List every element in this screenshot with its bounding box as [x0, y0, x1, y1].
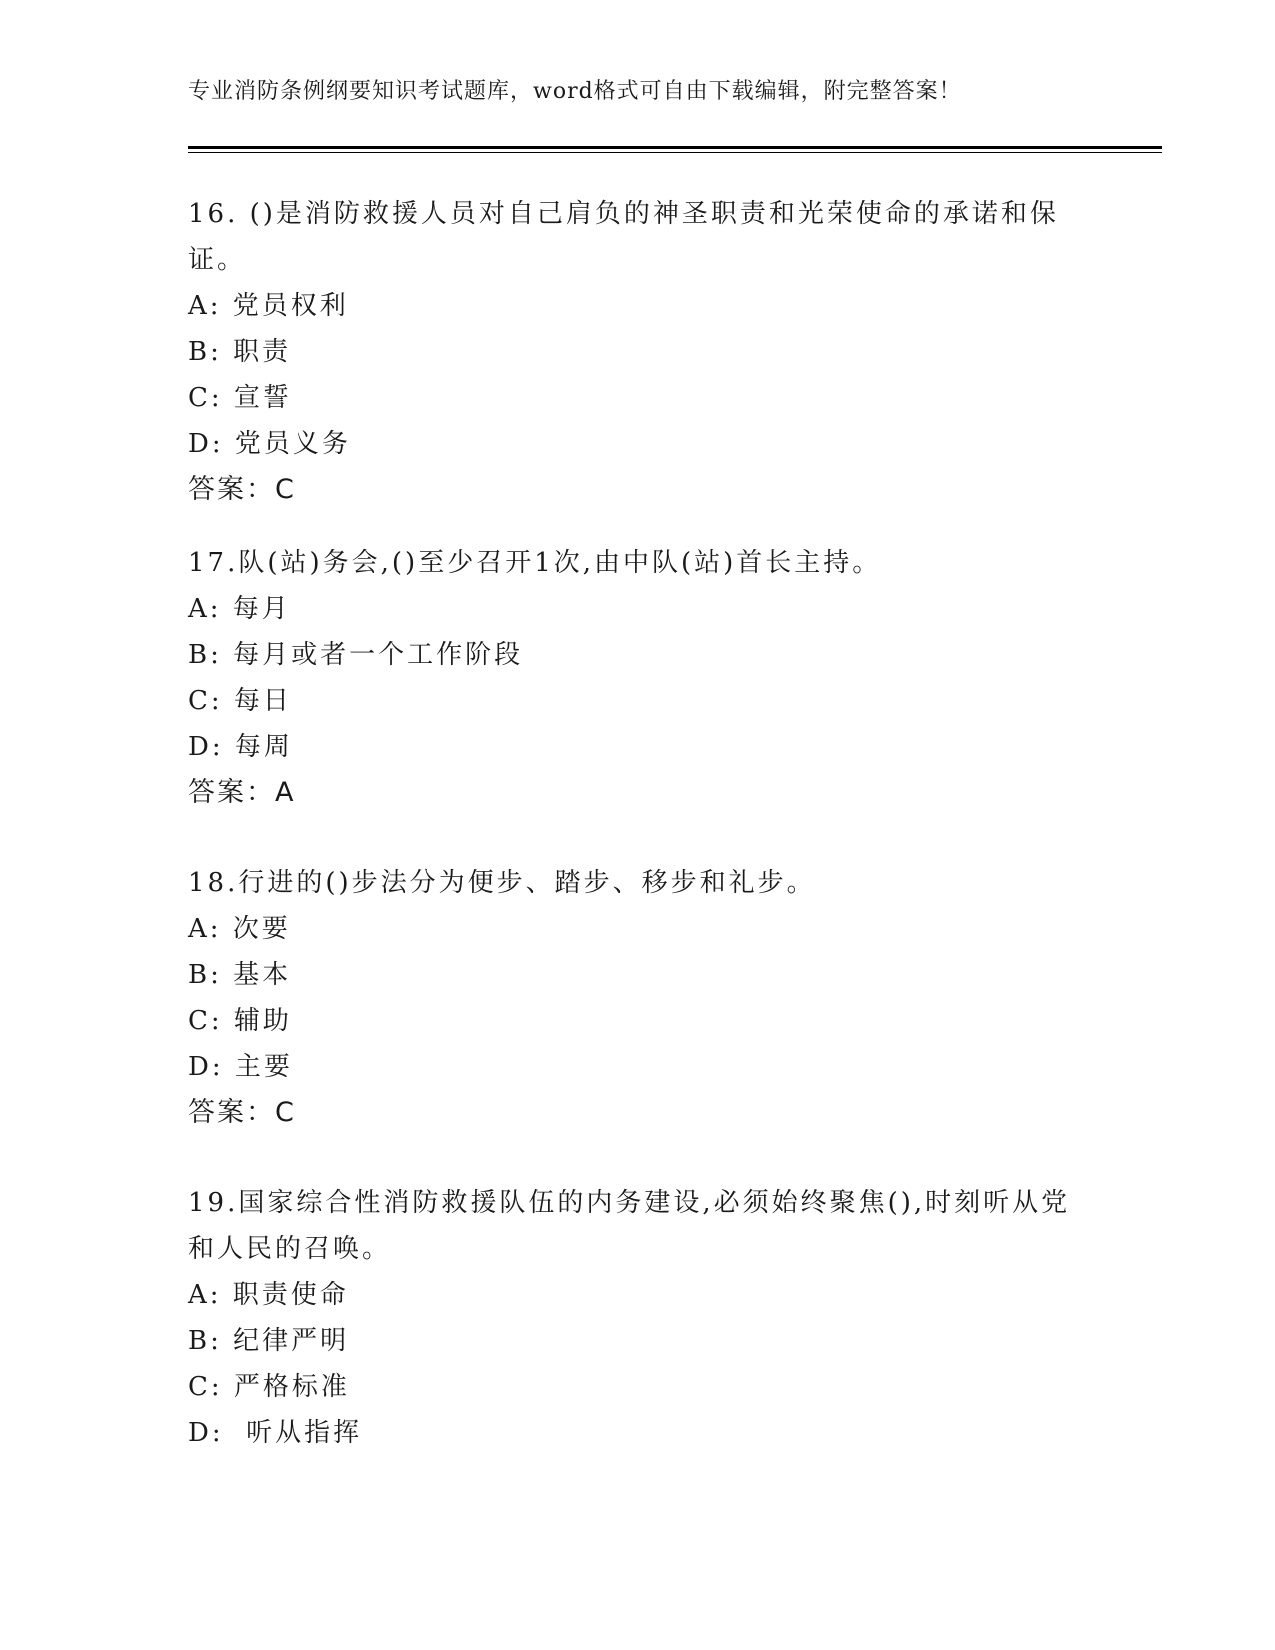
option-a: A: 党员权利 — [188, 291, 349, 321]
option-d: D: 每周 — [188, 732, 293, 762]
answer: 答案：C — [188, 1097, 296, 1128]
option-a: A: 职责使命 — [188, 1280, 349, 1310]
option-b: B: 基本 — [188, 960, 292, 990]
option-c: C: 宣誓 — [188, 383, 292, 413]
option-c: C: 辅助 — [188, 1006, 292, 1036]
option-c: C: 每日 — [188, 686, 292, 716]
question-16 — [188, 191, 1088, 513]
question-stem: 16. ()是消防救援人员对自己肩负的神圣职责和光荣使命的承诺和保 — [188, 199, 1059, 229]
answer: 答案：A — [188, 777, 296, 808]
question-18 — [188, 860, 1088, 1136]
option-a: A: 次要 — [188, 914, 291, 944]
option-a: A: 每月 — [188, 594, 291, 624]
option-b: B: 每月或者一个工作阶段 — [188, 640, 524, 670]
question-stem-continued: 证。 — [188, 245, 247, 275]
option-b: B: 职责 — [188, 337, 292, 367]
header-divider-thick — [188, 146, 1162, 149]
question-17 — [188, 540, 1088, 816]
question-stem: 17.队(站)务会,()至少召开1次,由中队(站)首长主持。 — [188, 548, 882, 578]
answer: 答案：C — [188, 474, 296, 505]
option-c: C: 严格标准 — [188, 1372, 350, 1402]
question-stem-continued: 和人民的召唤。 — [188, 1234, 392, 1264]
option-b: B: 纪律严明 — [188, 1326, 350, 1356]
option-d: D: 主要 — [188, 1052, 293, 1082]
option-d: D: 听从指挥 — [188, 1418, 363, 1448]
question-stem: 18.行进的()步法分为便步、踏步、移步和礼步。 — [188, 868, 816, 898]
question-stem: 19.国家综合性消防救援队伍的内务建设,必须始终聚焦(),时刻听从党 — [188, 1188, 1071, 1218]
header-divider-thin — [188, 152, 1162, 153]
option-d: D: 党员义务 — [188, 429, 351, 459]
document-header: 专业消防条例纲要知识考试题库，word格式可自由下载编辑，附完整答案！ — [188, 79, 962, 104]
question-19 — [188, 1180, 1088, 1456]
